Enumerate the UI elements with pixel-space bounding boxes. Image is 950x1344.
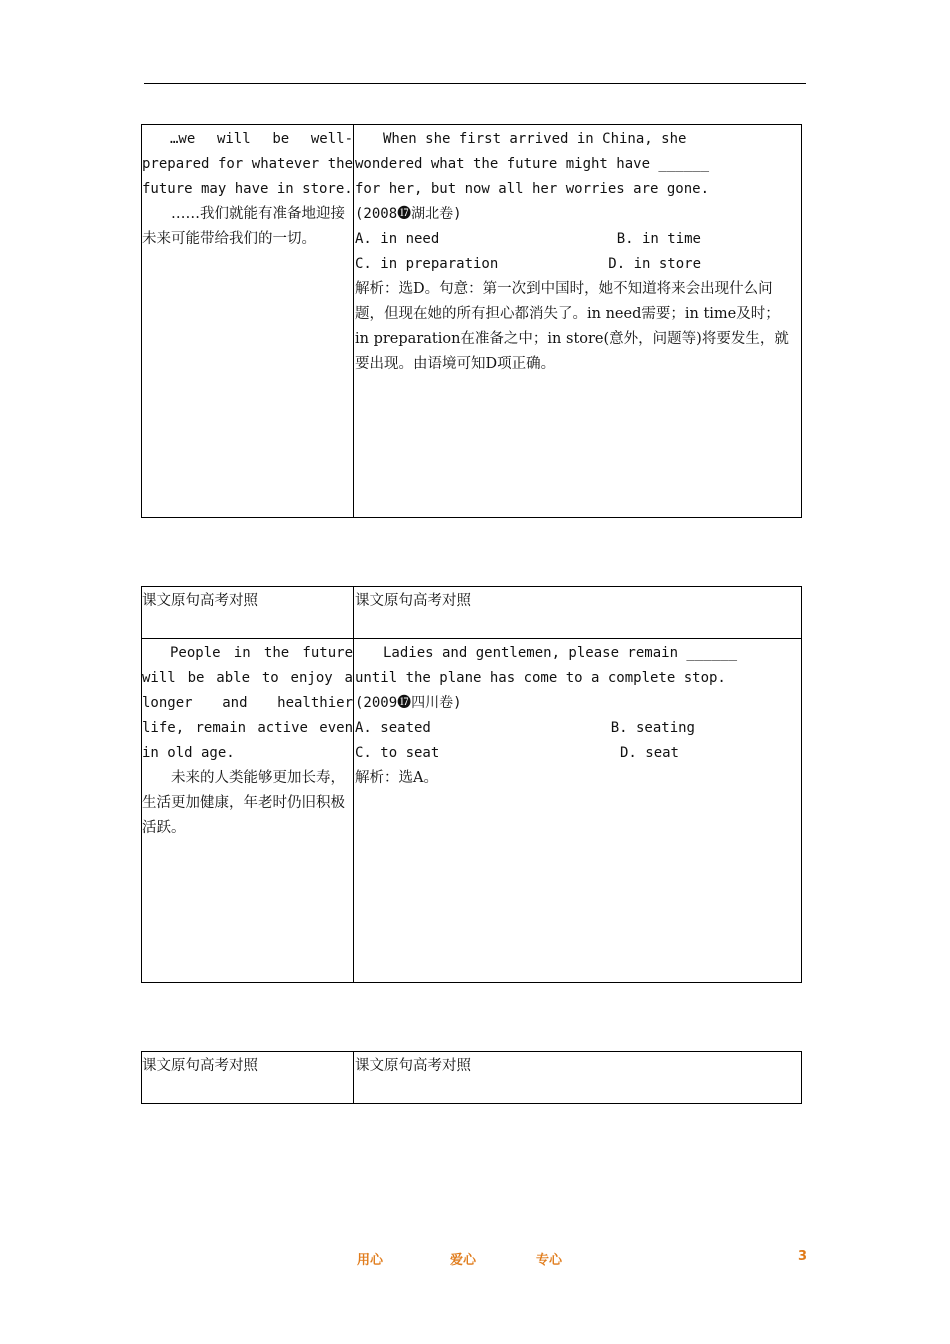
footer-motto-2: 爱心	[450, 1253, 477, 1268]
page-number: 3	[798, 1249, 808, 1264]
option-b: B. in time	[616, 231, 701, 247]
header-label: 课文原句高考对照	[355, 593, 471, 609]
option-d: D. in store	[608, 256, 701, 272]
header-label: 课文原句高考对照	[142, 593, 258, 609]
comparison-table-3	[141, 1051, 802, 1104]
header-rule	[144, 83, 806, 84]
option-row	[355, 741, 801, 766]
textbook-sentence-cell	[142, 125, 354, 518]
textbook-english-line: …we will be well-	[170, 131, 353, 147]
option-row	[355, 227, 801, 252]
page-footer	[0, 1249, 950, 1269]
column-header-left	[142, 1052, 354, 1104]
comparison-table-1	[141, 124, 802, 518]
textbook-chinese-translation: 未来的人类能够更加长寿，生活更加健康，年老时仍旧积极活跃。	[142, 770, 345, 836]
option-row	[355, 252, 801, 277]
footer-motto-1: 用心	[357, 1253, 384, 1268]
option-c: C. to seat	[355, 745, 440, 761]
answer-analysis: 解析：选D。句意：第一次到中国时，她不知道将来会出现什么问题，但现在她的所有担心都消失了。in need需要；in time及时；in preparation在准备之中；in store(意外，问题等)将要发生，就要出现。由语境可知D项正确。	[355, 281, 789, 372]
option-b: B. seating	[610, 720, 695, 736]
exam-question: Ladies and gentlemen, please remain ______ until the plane has come to a complete stop.(2009⓱四川卷)	[355, 645, 738, 711]
column-header-left	[142, 587, 354, 639]
exam-question: When she first arrived in China, she wondered what the future might have ______ for her, but now all her worries are gone.(2008⓱湖北卷)	[355, 131, 710, 222]
exam-question-cell	[354, 125, 802, 518]
comparison-table-2	[141, 586, 802, 983]
textbook-english-line: prepared for whatever the	[142, 156, 353, 172]
option-c: C. in preparation	[355, 256, 499, 272]
answer-analysis: 解析：选A。	[355, 770, 438, 786]
exam-question-cell	[354, 639, 802, 983]
option-a: A. seated	[355, 720, 431, 736]
option-row	[355, 716, 801, 741]
header-label: 课文原句高考对照	[355, 1058, 471, 1074]
option-a: A. in need	[355, 231, 440, 247]
column-header-right	[354, 1052, 802, 1104]
textbook-sentence-cell	[142, 639, 354, 983]
footer-motto-3: 专心	[536, 1253, 563, 1268]
option-d: D. seat	[619, 745, 679, 761]
header-label: 课文原句高考对照	[142, 1058, 258, 1074]
textbook-english-sentence: People in the future will be able to enjoy a longer and healthier life, remain active even in old age.	[142, 645, 353, 761]
textbook-chinese-translation: ……我们就能有准备地迎接未来可能带给我们的一切。	[142, 206, 345, 247]
textbook-english-line: future may have in store.	[142, 181, 353, 197]
column-header-right	[354, 587, 802, 639]
